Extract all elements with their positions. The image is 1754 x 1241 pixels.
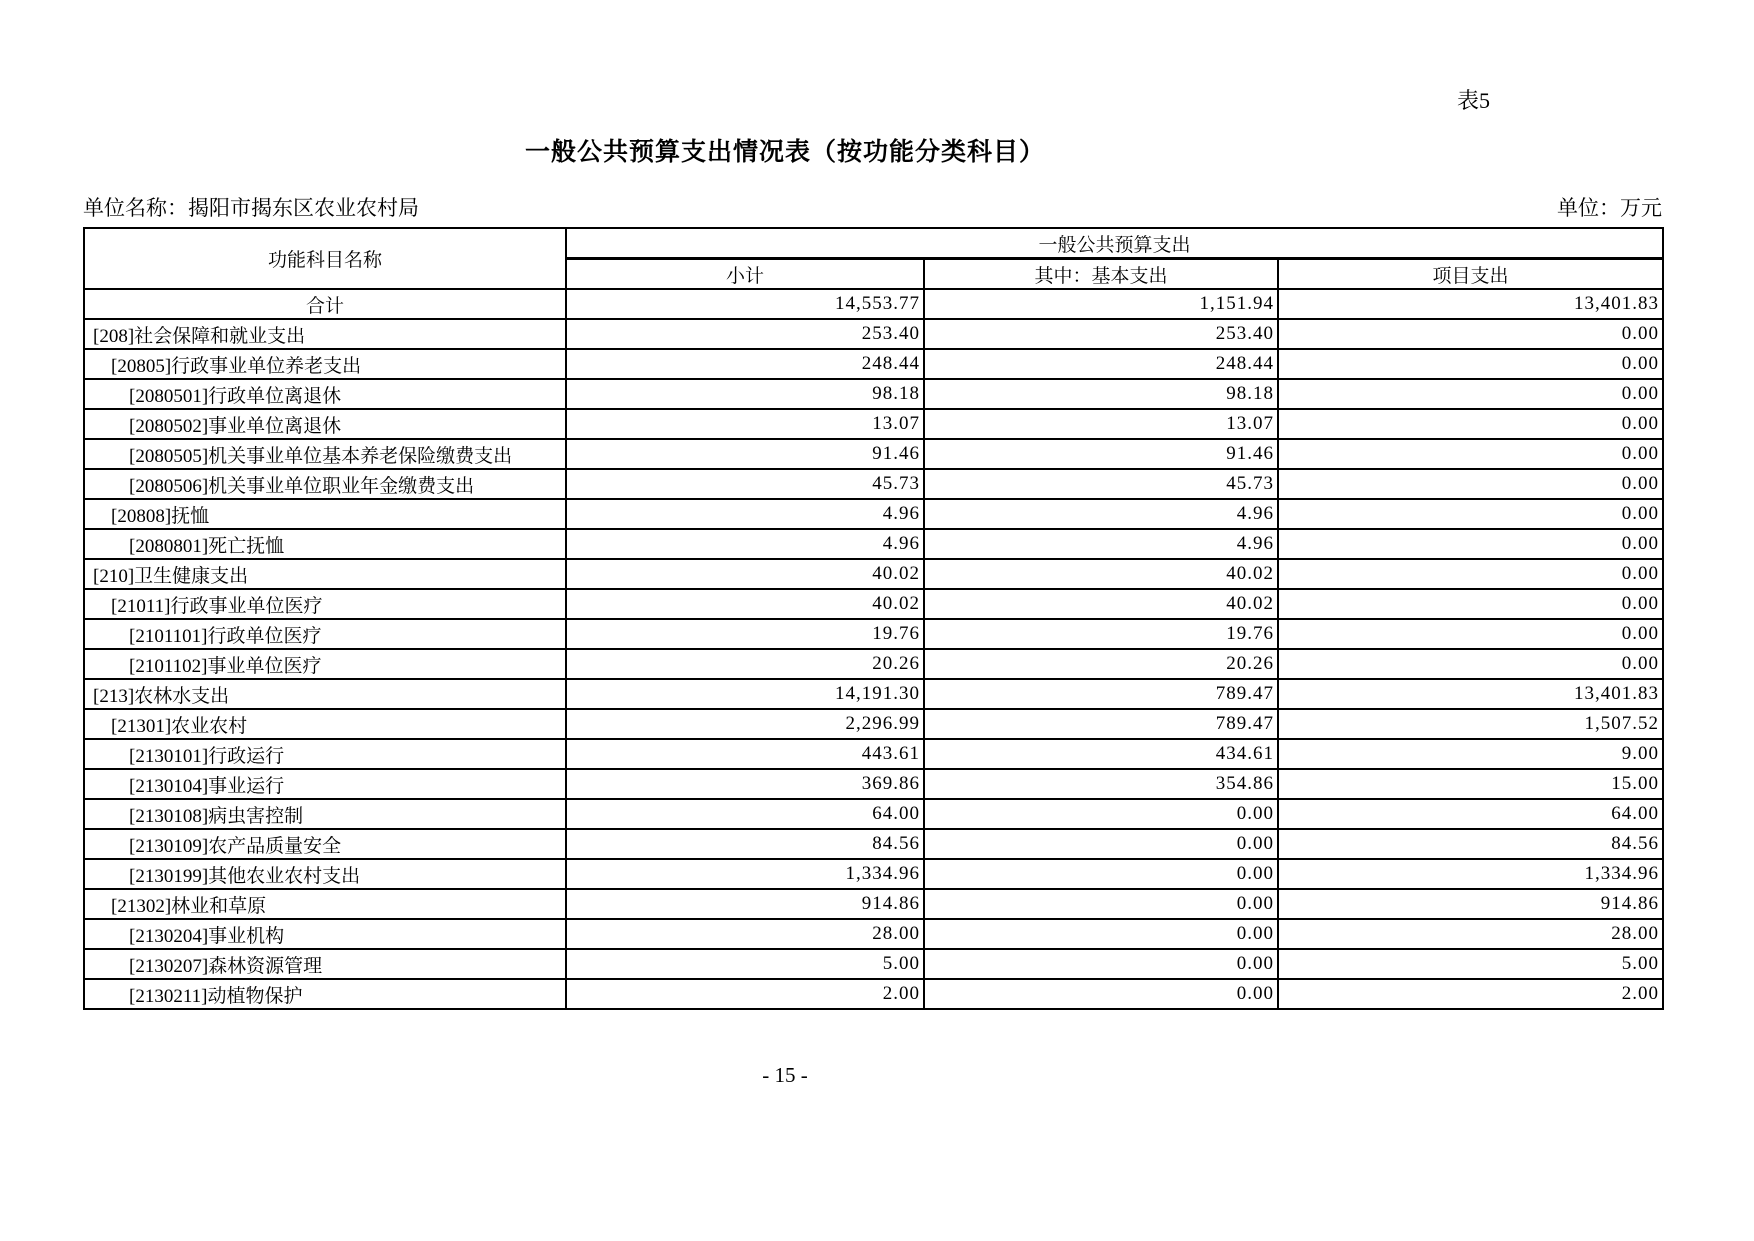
subject-name-cell: 合计 [84, 289, 566, 319]
table-row [84, 859, 1663, 889]
subtotal-cell: 4.96 [566, 529, 924, 559]
subject-name-cell: [2130199]其他农业农村支出 [84, 859, 566, 889]
basic-expenditure-cell: 91.46 [924, 439, 1278, 469]
subject-name-cell: [21302]林业和草原 [84, 889, 566, 919]
subtotal-cell: 20.26 [566, 649, 924, 679]
basic-expenditure-cell: 0.00 [924, 979, 1278, 1009]
project-expenditure-cell: 2.00 [1278, 979, 1663, 1009]
subject-name-cell: [2080801]死亡抚恤 [84, 529, 566, 559]
column-header-subtotal: 小计 [566, 259, 924, 290]
basic-expenditure-cell: 0.00 [924, 889, 1278, 919]
subject-name-cell: [210]卫生健康支出 [84, 559, 566, 589]
table-row [84, 409, 1663, 439]
basic-expenditure-cell: 20.26 [924, 649, 1278, 679]
subtotal-cell: 14,191.30 [566, 679, 924, 709]
table-row [84, 829, 1663, 859]
subtotal-cell: 248.44 [566, 349, 924, 379]
subject-name-cell: [2130109]农产品质量安全 [84, 829, 566, 859]
table-row [84, 769, 1663, 799]
subject-name-cell: [21301]农业农村 [84, 709, 566, 739]
basic-expenditure-cell: 4.96 [924, 529, 1278, 559]
subject-name-cell: [208]社会保障和就业支出 [84, 319, 566, 349]
subtotal-cell: 14,553.77 [566, 289, 924, 319]
project-expenditure-cell: 0.00 [1278, 589, 1663, 619]
basic-expenditure-cell: 0.00 [924, 919, 1278, 949]
basic-expenditure-cell: 4.96 [924, 499, 1278, 529]
subtotal-cell: 40.02 [566, 589, 924, 619]
table-row [84, 349, 1663, 379]
table-row [84, 799, 1663, 829]
basic-expenditure-cell: 0.00 [924, 799, 1278, 829]
subtotal-cell: 40.02 [566, 559, 924, 589]
basic-expenditure-cell: 789.47 [924, 679, 1278, 709]
subject-name-cell: [20805]行政事业单位养老支出 [84, 349, 566, 379]
subject-name-cell: [2080506]机关事业单位职业年金缴费支出 [84, 469, 566, 499]
subtotal-cell: 98.18 [566, 379, 924, 409]
basic-expenditure-cell: 248.44 [924, 349, 1278, 379]
basic-expenditure-cell: 354.86 [924, 769, 1278, 799]
subject-name-cell: [2101102]事业单位医疗 [84, 649, 566, 679]
basic-expenditure-cell: 19.76 [924, 619, 1278, 649]
basic-expenditure-cell: 13.07 [924, 409, 1278, 439]
project-expenditure-cell: 5.00 [1278, 949, 1663, 979]
basic-expenditure-cell: 0.00 [924, 859, 1278, 889]
project-expenditure-cell: 0.00 [1278, 619, 1663, 649]
header-row-group [84, 228, 1663, 259]
subtotal-cell: 28.00 [566, 919, 924, 949]
column-group-header-budget: 一般公共预算支出 [566, 228, 1663, 259]
column-header-basic-expenditure: 其中：基本支出 [924, 259, 1278, 290]
project-expenditure-cell: 9.00 [1278, 739, 1663, 769]
basic-expenditure-cell: 45.73 [924, 469, 1278, 499]
table-row [84, 559, 1663, 589]
project-expenditure-cell: 0.00 [1278, 439, 1663, 469]
table-row [84, 589, 1663, 619]
subtotal-cell: 19.76 [566, 619, 924, 649]
project-expenditure-cell: 64.00 [1278, 799, 1663, 829]
basic-expenditure-cell: 1,151.94 [924, 289, 1278, 319]
subtotal-cell: 369.86 [566, 769, 924, 799]
project-expenditure-cell: 0.00 [1278, 529, 1663, 559]
project-expenditure-cell: 15.00 [1278, 769, 1663, 799]
table-row [84, 379, 1663, 409]
table-row [84, 679, 1663, 709]
subject-name-cell: [2130211]动植物保护 [84, 979, 566, 1009]
column-header-project-expenditure: 项目支出 [1278, 259, 1663, 290]
subtotal-cell: 253.40 [566, 319, 924, 349]
project-expenditure-cell: 13,401.83 [1278, 289, 1663, 319]
subject-name-cell: [213]农林水支出 [84, 679, 566, 709]
units-row [83, 193, 1662, 223]
unit-name-label: 单位名称：揭阳市揭东区农业农村局 [83, 196, 419, 220]
project-expenditure-cell: 0.00 [1278, 499, 1663, 529]
subject-name-cell: [2130108]病虫害控制 [84, 799, 566, 829]
basic-expenditure-cell: 98.18 [924, 379, 1278, 409]
table-row [84, 529, 1663, 559]
table-row [84, 469, 1663, 499]
project-expenditure-cell: 0.00 [1278, 409, 1663, 439]
basic-expenditure-cell: 40.02 [924, 589, 1278, 619]
project-expenditure-cell: 13,401.83 [1278, 679, 1663, 709]
subtotal-cell: 91.46 [566, 439, 924, 469]
table-row [84, 439, 1663, 469]
subject-name-cell: [2130207]森林资源管理 [84, 949, 566, 979]
project-expenditure-cell: 0.00 [1278, 349, 1663, 379]
subject-name-cell: [2101101]行政单位医疗 [84, 619, 566, 649]
subject-name-cell: [2080505]机关事业单位基本养老保险缴费支出 [84, 439, 566, 469]
project-expenditure-cell: 1,334.96 [1278, 859, 1663, 889]
project-expenditure-cell: 914.86 [1278, 889, 1663, 919]
subtotal-cell: 64.00 [566, 799, 924, 829]
subject-name-cell: [20808]抚恤 [84, 499, 566, 529]
subject-name-cell: [2130204]事业机构 [84, 919, 566, 949]
subject-name-cell: [21011]行政事业单位医疗 [84, 589, 566, 619]
currency-unit-label: 单位：万元 [1557, 196, 1662, 220]
budget-table [83, 227, 1664, 1010]
table-body [84, 289, 1663, 1009]
subtotal-cell: 2.00 [566, 979, 924, 1009]
basic-expenditure-cell: 0.00 [924, 829, 1278, 859]
project-expenditure-cell: 0.00 [1278, 559, 1663, 589]
project-expenditure-cell: 0.00 [1278, 379, 1663, 409]
subject-name-cell: [2130104]事业运行 [84, 769, 566, 799]
table-row [84, 919, 1663, 949]
subtotal-cell: 443.61 [566, 739, 924, 769]
subtotal-cell: 45.73 [566, 469, 924, 499]
budget-table-container [83, 227, 1662, 1010]
subject-name-cell: [2080502]事业单位离退休 [84, 409, 566, 439]
table-row [84, 619, 1663, 649]
subtotal-cell: 4.96 [566, 499, 924, 529]
project-expenditure-cell: 84.56 [1278, 829, 1663, 859]
basic-expenditure-cell: 253.40 [924, 319, 1278, 349]
basic-expenditure-cell: 434.61 [924, 739, 1278, 769]
table-row [84, 319, 1663, 349]
table-row [84, 949, 1663, 979]
basic-expenditure-cell: 40.02 [924, 559, 1278, 589]
subtotal-cell: 84.56 [566, 829, 924, 859]
subtotal-cell: 914.86 [566, 889, 924, 919]
basic-expenditure-cell: 789.47 [924, 709, 1278, 739]
project-expenditure-cell: 1,507.52 [1278, 709, 1663, 739]
table-row [84, 709, 1663, 739]
subtotal-cell: 5.00 [566, 949, 924, 979]
column-header-subject-name: 功能科目名称 [84, 228, 566, 289]
page-title: 一般公共预算支出情况表（按功能分类科目） [524, 139, 1045, 166]
subject-name-cell: [2080501]行政单位离退休 [84, 379, 566, 409]
table-label: 表5 [1456, 88, 1490, 113]
page-number: - 15 - [762, 1063, 808, 1087]
subject-name-cell: [2130101]行政运行 [84, 739, 566, 769]
project-expenditure-cell: 0.00 [1278, 319, 1663, 349]
subtotal-cell: 13.07 [566, 409, 924, 439]
subtotal-cell: 2,296.99 [566, 709, 924, 739]
table-row [84, 979, 1663, 1009]
project-expenditure-cell: 0.00 [1278, 469, 1663, 499]
table-row [84, 889, 1663, 919]
table-row [84, 649, 1663, 679]
table-row [84, 499, 1663, 529]
basic-expenditure-cell: 0.00 [924, 949, 1278, 979]
project-expenditure-cell: 0.00 [1278, 649, 1663, 679]
table-row [84, 289, 1663, 319]
project-expenditure-cell: 28.00 [1278, 919, 1663, 949]
table-row [84, 739, 1663, 769]
subtotal-cell: 1,334.96 [566, 859, 924, 889]
